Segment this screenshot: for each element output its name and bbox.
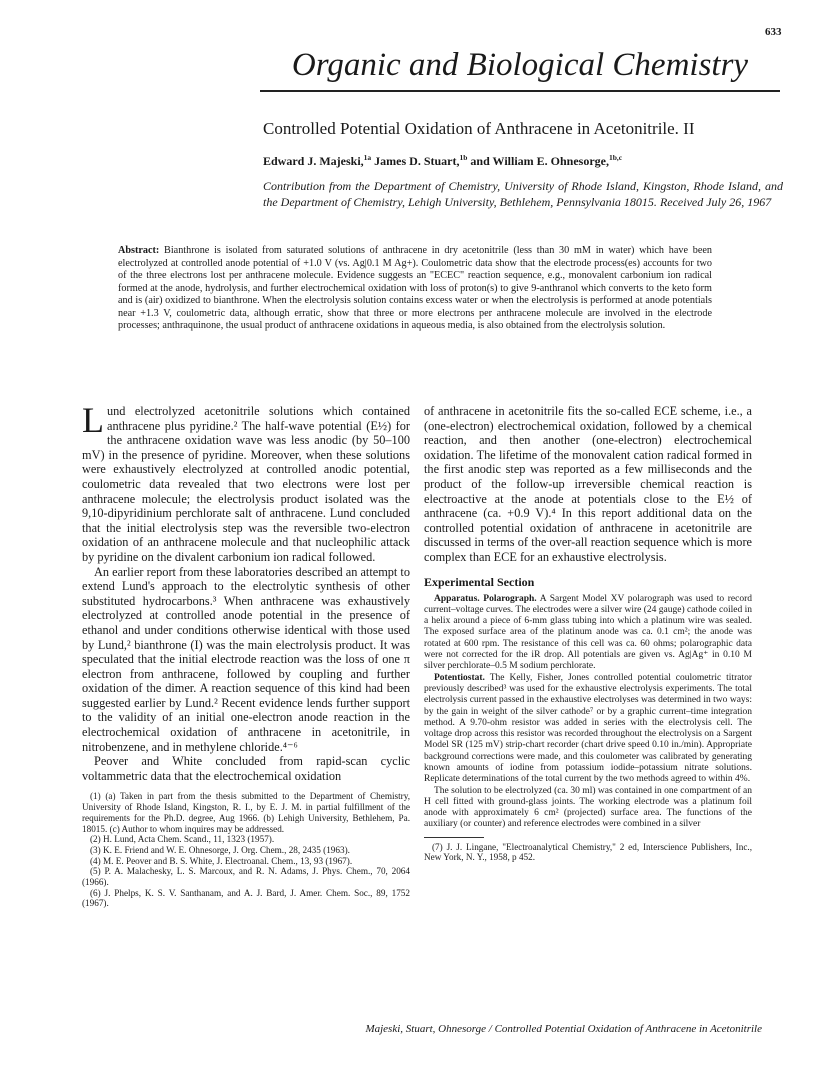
- affiliation: [263, 178, 783, 210]
- article-title: Controlled Potential Oxidation of Anthracene in Acetonitrile. II: [263, 119, 695, 138]
- abstract: [118, 245, 712, 333]
- affiliation-text: Contribution from the Department of Chemistry, University of Rhode Island, Kingston, Rhode Island, and the Department of Chemistry, Lehigh University, Bethlehem, Pennsylvania 18015.: [263, 179, 783, 209]
- abstract-label: Abstract:: [118, 245, 160, 256]
- running-footer: Majeski, Stuart, Ohnesorge / Controlled Potential Oxidation of Anthracene in Acetonitrile: [365, 1023, 762, 1035]
- received-date: Received July 26, 1967: [659, 195, 772, 209]
- section-heading: Experimental Section: [424, 574, 535, 589]
- experimental-paragraph: [424, 594, 752, 673]
- intro-paragraph: [82, 400, 410, 565]
- author-affiliation-mark: 1b,c: [609, 153, 623, 162]
- footnote: (3) K. E. Friend and W. E. Ohnesorge, J. Org. Chem., 28, 2435 (1963).: [90, 844, 350, 855]
- paragraph-label: Potentiostat.: [434, 672, 485, 683]
- experimental-paragraph: [424, 673, 752, 786]
- footnote: (5) P. A. Malachesky, L. S. Marcoux, and R. N. Adams, J. Phys. Chem., 70, 2064 (1966).: [82, 866, 410, 888]
- footnote: (4) M. E. Peover and B. S. White, J. Electroanal. Chem., 13, 93 (1967).: [90, 855, 353, 866]
- footnote: (2) H. Lund, Acta Chem. Scand., 11, 1323 (1957).: [90, 834, 275, 845]
- right-column: [424, 404, 752, 863]
- intro-paragraph-text: und electrolyzed acetonitrile solutions which contained anthracene plus pyridine.² The half-wave potential (E½) for the anthracene oxidation wave was less anodic (by 50–100 mV) in the presence of pyridine. Moreover, when these solutions were exhaustively electrolyzed at controlled anodic potential, coulometric data revealed that two electrons were lost per anthracene molecule; the electrolysis product isolated was the 9,10-dipyridinium perchlorate salt of anthracene. Lund concluded that the initial electrolysis step was the reversible two-electron oxidation of an anthracene molecule and that nucleophilic attack by pyridine on the divalent carbonium ion radical followed.: [82, 404, 410, 564]
- page-number: 633: [765, 26, 782, 38]
- body-paragraph: An earlier report from these laboratories described an attempt to extend Lund's approach to the electrolytic synthesis of other substituted hydrocarbons.³ When anthracene was exhaustively electrolyzed at controlled anode potential in the presence of ethanol and under conditions otherwise identical with those used by Lund,² bianthrone (I) was the main electrolysis product. It was speculated that the initial electrode reaction was the loss of one π electron from anthracene, followed by coupling and further oxidation of the dimer. A reaction sequence of this kind had been suggested earlier by Lund.² Recent evidence lends further support to the validity of an initial one-electron anode reaction in the electrochemical oxidation of anthracene in acetonitrile, in nitrobenzene, and in methylene chloride.⁴⁻⁶: [82, 564, 410, 754]
- footnote: (1) (a) Taken in part from the thesis submitted to the Department of Chemistry, University of Rhode Island, Kingston, R. I., by E. J. M. in partial fulfillment of the requirements for the Ph.D. degree, Aug 1966. (b) Lehigh University, Bethlehem, Pa. 18015. (c) Author to whom inquires may be addressed.: [82, 791, 410, 834]
- author-name: Edward J. Majeski,: [263, 154, 364, 168]
- drop-cap: L: [82, 400, 104, 440]
- paragraph-text: A Sargent Model XV polarograph was used to record current–voltage curves. The electrodes were a silver wire (24 gauge) cathode coiled in a helix around a piece of 6-mm glass tubing into which a platinum wire was sealed. The exposed surface area of the platinum anode was ca. 0.1 cm²; the anode was rotated at 600 rpm. The resistance of this cell was ca. 60 ohms; polarographic data were not corrected for the iR drop. All potentials are given vs. Ag|Ag⁺ in 0.10 M silver perchlorate–0.5 M sodium perchlorate.: [424, 593, 753, 672]
- author-affiliation-mark: 1b: [459, 153, 468, 162]
- body-paragraph: Peover and White concluded from rapid-scan cyclic voltammetric data that the electrochemical oxidation: [82, 754, 410, 783]
- footnote: (6) J. Phelps, K. S. V. Santhanam, and A. J. Bard, J. Amer. Chem. Soc., 89, 1752 (1967).: [82, 887, 410, 909]
- paragraph-label: Apparatus. Polarograph.: [434, 593, 537, 604]
- header-rule: [260, 90, 780, 92]
- author-name: and William E. Ohnesorge,: [467, 154, 610, 168]
- author-affiliation-mark: 1a: [363, 153, 372, 162]
- author-list: [263, 150, 622, 169]
- left-column: [82, 400, 410, 909]
- paragraph-text: The Kelly, Fisher, Jones controlled potential coulometric titrator previously described³ was used for the exhaustive electrolysis experiments. The total electrolysis current passed in the exhaustive electrolyses was determined in two ways: by the gain in weight of the silver cathode⁷ or by a graphic current–time integration method. A 9.70-ohm resistor was added in series with the electrolysis cell. The voltage drop across this resistor was recorded throughout the electrolysis on a Sargent Model SR (125 mV) strip-chart recorder (chart drive speed 0.10 in./min). Appropriate background corrections were made, and this coulometer was calibrated by generating known amounts of iodine from potassium iodide–potassium nitrate solutions. Replicate determinations of the total current by the two methods agreed to within 4%.: [424, 672, 752, 785]
- footnote-rule: [424, 837, 484, 838]
- footnote: (7) J. J. Lingane, "Electroanalytical Chemistry," 2 ed, Interscience Publishers, Inc., New York, N. Y., 1958, p 452.: [424, 841, 752, 863]
- body-paragraph: of anthracene in acetonitrile fits the so-called ECE scheme, i.e., a (one-electron) electrochemical oxidation, followed by a chemical reaction, and then another (one-electron) electrochemical oxidation. The lifetime of the monovalent cation radical formed in the first anodic step was reported as a few milliseconds and the product of the follow-up irreversible chemical reaction is electroactive at the anode at potentials close to the E½ of anthracene (ca. +0.9 V).⁴ In this report additional data on the controlled potential oxidation of anthracene in acetonitrile are discussed in terms of the over-all reaction sequence which is more complex than ECE for an exhaustive electrolysis.: [424, 404, 752, 564]
- abstract-text: Bianthrone is isolated from saturated solutions of anthracene in dry acetonitrile (less than 30 mM in water) which have been electrolyzed at controlled anode potential of +1.0 V (vs. Ag|0.1 M Ag+). Coulometric data show that the electrode process(es) accounts for two of the three electrons lost per anthracene molecule. Evidence suggests an "ECEC" reaction sequence, e.g., monovalent carbonium ion radical formed at the anode, hydrolysis, and further electrochemical oxidation with loss of proton(s) to give 9-anthranol which converts to the keto form and is (air) oxidized to bianthrone. When the electrolysis solution contains excess water or when the electrolysis is performed at anode potentials near +1.3 V, coulometric data, although erratic, show that three or more electrons per anthracene molecule are involved in the electrode processes; anthraquinone, the usual product of anthracene oxidations in aqueous media, is also obtained from the electrolysis solution.: [118, 245, 712, 331]
- journal-section-title: Organic and Biological Chemistry: [291, 47, 749, 83]
- experimental-paragraph: The solution to be electrolyzed (ca. 30 ml) was contained in one compartment of an H cell fitted with ground-glass joints. The working electrode was a platinum foil anode with approximately 6 cm² (projected) surface area. The functions of the auxiliary (or counter) and reference electrodes were combined in a silver: [424, 785, 752, 830]
- footnotes: [82, 791, 410, 909]
- author-name: James D. Stuart,: [371, 154, 460, 168]
